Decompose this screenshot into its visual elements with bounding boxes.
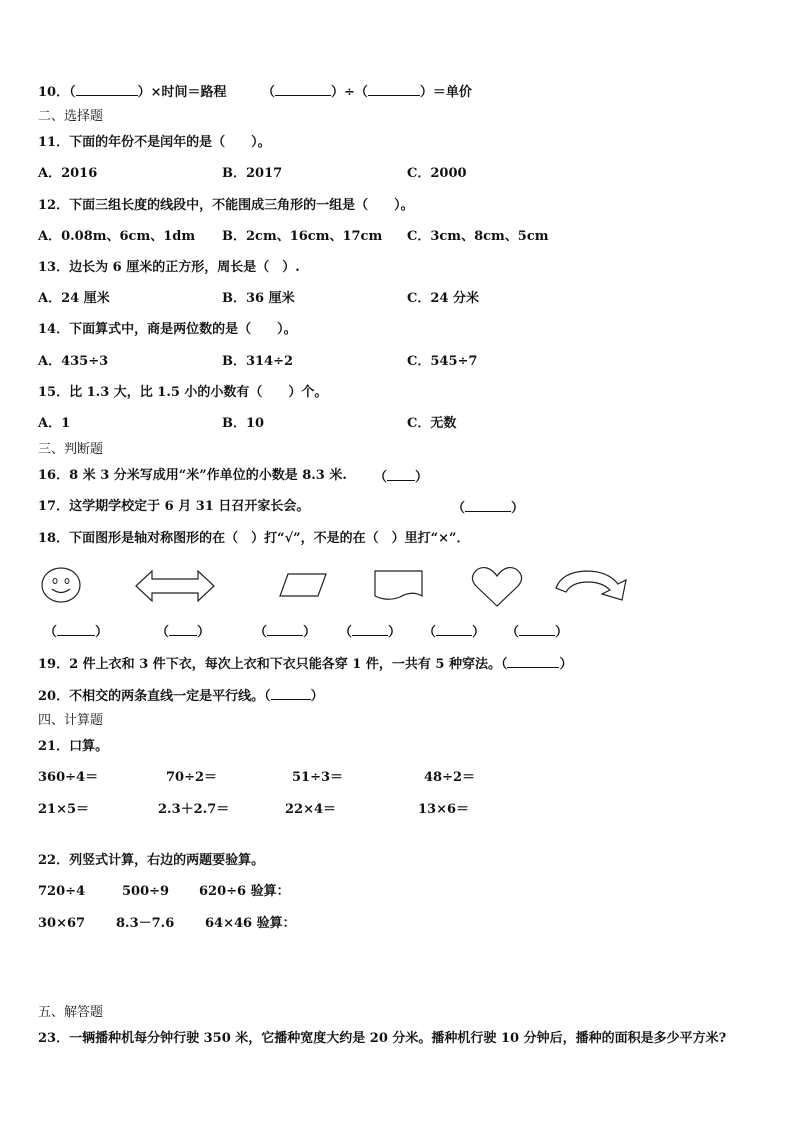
section-judge-title: 三、判断题	[38, 442, 104, 457]
q22-item: 30×67	[38, 916, 86, 931]
q20-paren-close: ）	[310, 689, 324, 704]
q18-blank-3[interactable]	[267, 623, 303, 636]
q15-option-b[interactable]: B．10	[222, 416, 265, 431]
question-16	[38, 468, 347, 484]
q17-paren-open: （	[452, 501, 466, 516]
paren-close: ）	[197, 625, 211, 640]
q16-blank[interactable]	[387, 468, 415, 481]
question-15-stem: 15．比 1.3 大，比 1.5 小的小数有（ ）个。	[38, 385, 328, 400]
smiley-face-icon	[40, 566, 82, 604]
q21-item: 48÷2＝	[424, 770, 476, 785]
paren-close: ）	[472, 625, 486, 640]
q12-option-b[interactable]: B．2cm、16cm、17cm	[222, 229, 383, 244]
q20-text: 20．不相交的两条直线一定是平行线。	[38, 689, 265, 704]
q18-blank-4[interactable]	[352, 623, 388, 636]
q19-paren-close: ）	[559, 657, 573, 672]
q16-text: 16．8 米 3 分米写成用“米”作单位的小数是 8.3 米.	[38, 468, 347, 483]
paren-open: （	[506, 625, 520, 640]
q11-option-b[interactable]: B．2017	[222, 166, 283, 181]
paren-open: （	[254, 625, 268, 640]
paren-close: ）	[95, 625, 109, 640]
parallelogram-icon	[278, 572, 328, 598]
q17-answer	[452, 499, 524, 517]
question-17: 17．这学期学校定于 6 月 31 日召开家长会。	[38, 499, 310, 514]
q18-answer-5	[423, 623, 485, 641]
q14-option-c[interactable]: C．545÷7	[407, 354, 478, 369]
q18-blank-5[interactable]	[436, 623, 472, 636]
q21-item: 360÷4＝	[38, 770, 99, 785]
q18-answer-3	[254, 623, 316, 641]
flag-shape-icon	[372, 568, 426, 602]
question-20	[38, 687, 324, 705]
question-12-stem: 12．下面三组长度的线段中，不能围成三角形的一组是（ ）。	[38, 198, 414, 213]
paren-open: （	[156, 625, 170, 640]
q16-paren-open: （	[374, 470, 388, 485]
q16-answer	[374, 468, 428, 486]
q16-paren-close: ）	[415, 470, 429, 485]
q14-option-b[interactable]: B．314÷2	[222, 354, 294, 369]
q10-blank-3[interactable]	[368, 83, 420, 96]
q12-option-c[interactable]: C．3cm、8cm、5cm	[407, 229, 549, 244]
q18-answer-2	[156, 623, 210, 641]
q18-blank-1[interactable]	[57, 623, 95, 636]
q19-paren-open: （	[500, 657, 508, 672]
q10-open: （	[262, 85, 276, 100]
paren-open: （	[339, 625, 353, 640]
q18-answer-6	[506, 623, 568, 641]
q21-item: 22×4＝	[285, 802, 337, 817]
section-answer-title: 五、解答题	[38, 1005, 104, 1020]
q22-item: 64×46 验算：	[205, 916, 296, 931]
q22-item: 500÷9	[122, 884, 170, 899]
q11-option-c[interactable]: C．2000	[407, 166, 467, 181]
double-arrow-icon	[134, 568, 216, 604]
q10-mid: ）×时间＝路程	[137, 85, 227, 100]
q18-answer-1	[44, 623, 108, 641]
question-10-part2	[262, 83, 472, 101]
q21-item: 13×6＝	[418, 802, 470, 817]
paren-close: ）	[555, 625, 569, 640]
q17-paren-close: ）	[511, 501, 525, 516]
section-calc-title: 四、计算题	[38, 713, 104, 728]
q12-option-a[interactable]: A．0.08m、6cm、1dm	[38, 229, 196, 244]
paren-close: ）	[388, 625, 402, 640]
q11-option-a[interactable]: A．2016	[38, 166, 98, 181]
q21-item: 21×5＝	[38, 802, 90, 817]
q20-paren-open: （	[264, 689, 271, 704]
q10-end: ）＝单价	[419, 85, 472, 100]
question-23: 23．一辆播种机每分钟行驶 350 米，它播种宽度大约是 20 分米。播种机行驶 10 分钟后，播种的面积是多少平方米?	[38, 1031, 727, 1046]
question-19	[38, 655, 573, 673]
question-11-stem: 11．下面的年份不是闰年的是（ ）。	[38, 135, 271, 150]
q10-prefix: 10．（	[38, 85, 76, 100]
question-13-stem: 13．边长为 6 厘米的正方形，周长是（ ）.	[38, 260, 300, 275]
q21-item: 2.3＋2.7＝	[158, 802, 230, 817]
heart-icon	[470, 566, 524, 608]
q21-item: 70÷2＝	[166, 770, 218, 785]
curved-arrow-icon	[552, 566, 632, 606]
q18-blank-2[interactable]	[169, 623, 197, 636]
paren-open: （	[423, 625, 437, 640]
question-14-stem: 14．下面算式中，商是两位数的是（ ）。	[38, 322, 297, 337]
q13-option-b[interactable]: B．36 厘米	[222, 291, 295, 306]
question-22-stem: 22．列竖式计算，右边的两题要验算。	[38, 853, 265, 868]
q15-option-a[interactable]: A．1	[38, 416, 71, 431]
q15-option-c[interactable]: C．无数	[407, 416, 457, 431]
q10-blank-1[interactable]	[76, 83, 138, 96]
q22-item: 620÷6 验算：	[199, 884, 290, 899]
q10-blank-2[interactable]	[275, 83, 331, 96]
paren-open: （	[44, 625, 58, 640]
q13-option-c[interactable]: C．24 分米	[407, 291, 479, 306]
question-21-stem: 21．口算。	[38, 739, 109, 754]
q17-blank[interactable]	[465, 499, 511, 512]
q18-blank-6[interactable]	[519, 623, 555, 636]
section-choice-title: 二、选择题	[38, 109, 104, 124]
q19-blank[interactable]	[507, 655, 559, 668]
question-18: 18．下面图形是轴对称图形的在（ ）打“√”，不是的在（ ）里打“×”．	[38, 531, 470, 546]
q21-item: 51÷3＝	[292, 770, 344, 785]
q22-item: 720÷4	[38, 884, 86, 899]
q10-div: ）÷（	[331, 85, 368, 100]
q20-blank[interactable]	[271, 687, 311, 700]
question-10	[38, 83, 227, 101]
q19-text: 19．2 件上衣和 3 件下衣，每次上衣和下衣只能各穿 1 件，一共有 5 种穿法。	[38, 657, 501, 672]
q18-answer-4	[339, 623, 401, 641]
q14-option-a[interactable]: A．435÷3	[38, 354, 109, 369]
paren-close: ）	[303, 625, 317, 640]
q13-option-a[interactable]: A．24 厘米	[38, 291, 110, 306]
q22-item: 8.3－7.6	[116, 916, 175, 931]
